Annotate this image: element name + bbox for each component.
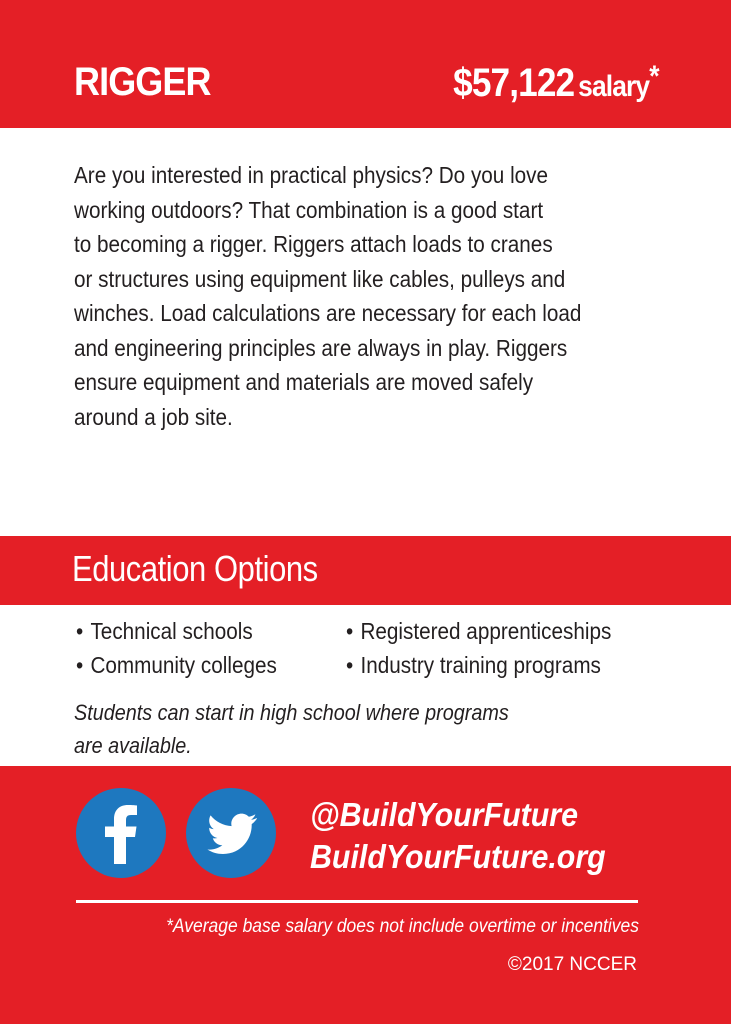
salary <box>453 60 659 106</box>
bullet-icon: • <box>346 618 354 644</box>
option-label: Registered apprenticeships <box>360 618 612 644</box>
salary-label: salary <box>577 70 649 103</box>
footer-divider <box>76 900 638 903</box>
description-line: ensure equipment and materials are moved safely <box>74 369 534 395</box>
note-line: are available. <box>74 733 192 758</box>
option-label: Community colleges <box>90 652 277 678</box>
education-title: Education Options <box>72 548 318 589</box>
description-line: or structures using equipment like cables, pulleys and <box>74 265 566 292</box>
salary-amount: $57,122 <box>452 61 574 105</box>
education-note <box>74 696 614 762</box>
description-line: winches. Load calculations are necessary for each load <box>74 300 582 326</box>
note-line: Students can start in high school where programs <box>74 700 509 725</box>
bullet-icon: • <box>346 652 354 678</box>
job-title: RIGGER <box>74 60 211 104</box>
job-description <box>74 158 632 434</box>
facebook-icon[interactable] <box>76 788 166 878</box>
website-link[interactable]: BuildYourFuture.org <box>310 838 606 875</box>
twitter-icon[interactable] <box>186 788 276 878</box>
description-line: working outdoors? That combination is a good start <box>74 196 544 223</box>
salary-footnote: *Average base salary does not include overtime or incentives <box>166 916 639 937</box>
education-option <box>76 618 253 645</box>
description-line: Are you interested in practical physics? Do you love <box>74 162 549 188</box>
education-option <box>346 652 601 679</box>
bullet-icon: • <box>76 618 84 644</box>
education-option <box>346 618 611 645</box>
description-line: to becoming a rigger. Riggers attach loads to cranes <box>74 231 553 257</box>
salary-asterisk: * <box>648 60 659 93</box>
copyright: ©2017 NCCER <box>507 954 637 975</box>
description-line: around a job site. <box>74 403 233 430</box>
description-line: and engineering principles are always in play. Riggers <box>74 334 568 361</box>
education-option <box>76 652 277 679</box>
option-label: Industry training programs <box>360 652 601 678</box>
social-handle[interactable]: @BuildYourFuture <box>310 796 578 833</box>
bullet-icon: • <box>76 652 84 678</box>
option-label: Technical schools <box>90 618 253 644</box>
